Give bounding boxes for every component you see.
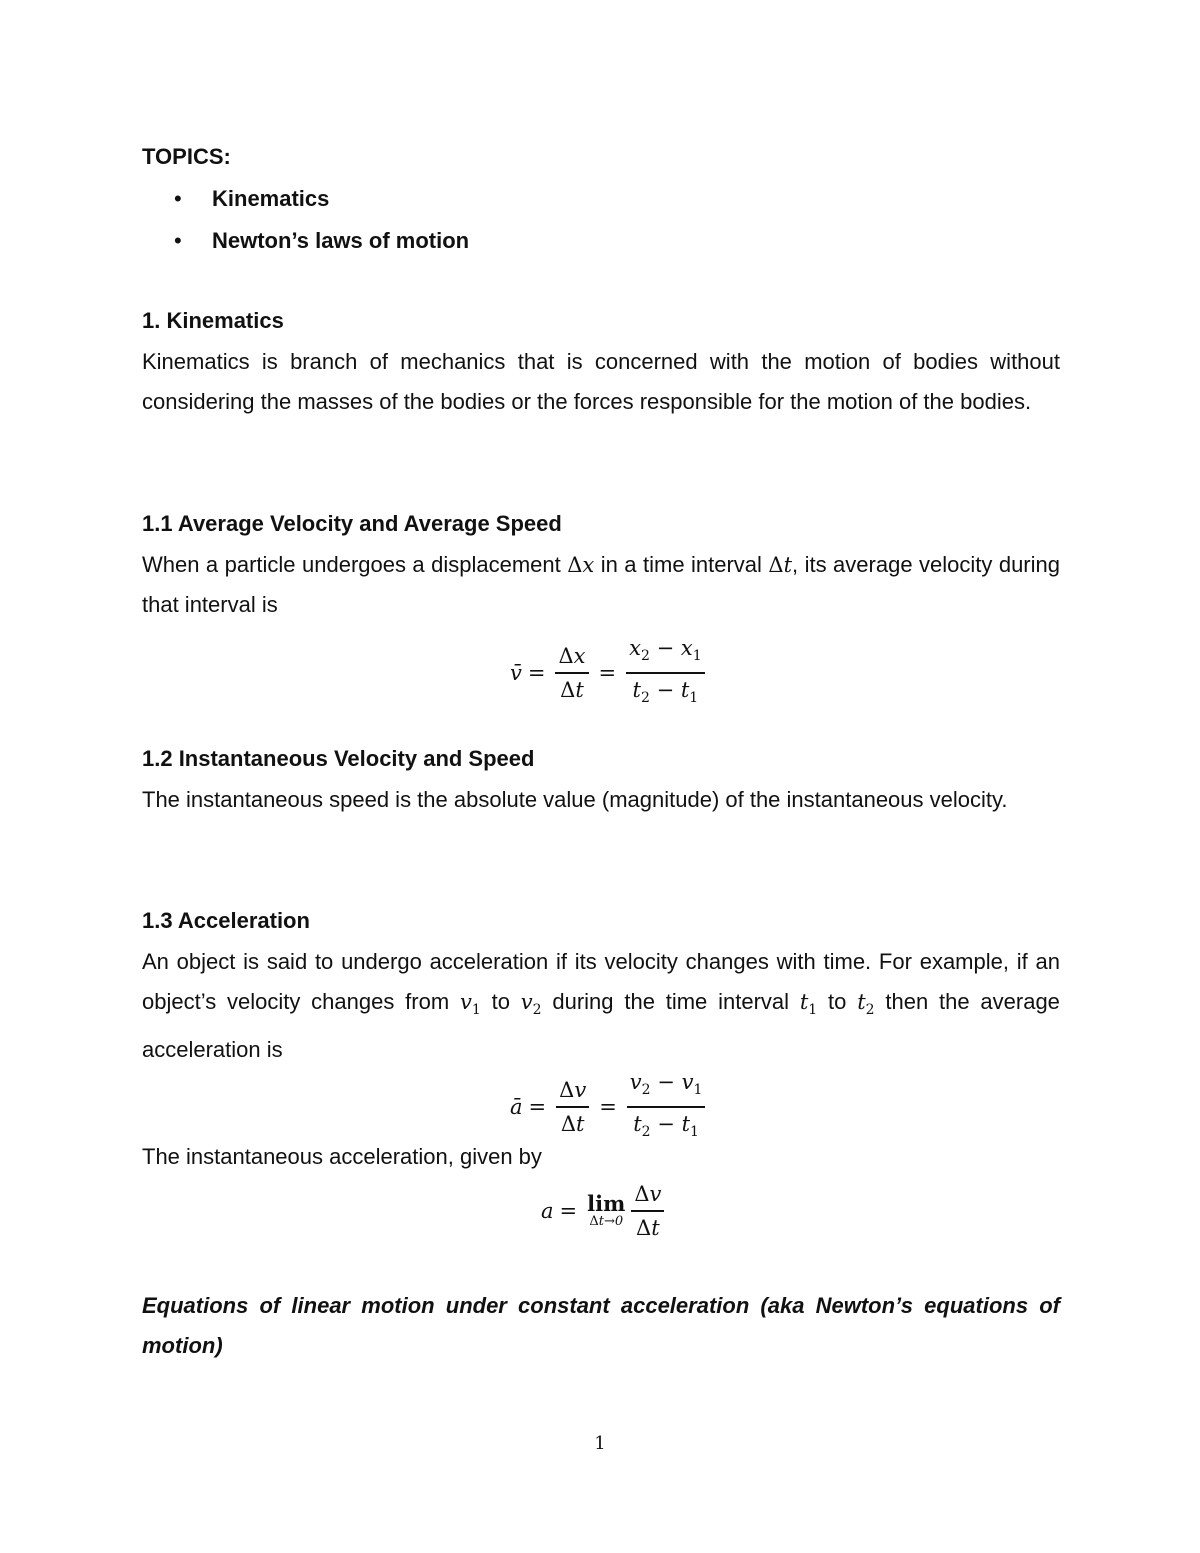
bullet-icon: •	[174, 228, 182, 253]
bullet-icon: •	[174, 186, 182, 211]
topics-section	[142, 142, 1060, 262]
fraction-dx-dt: $\frac{\Delta x}{\Delta t}$	[555, 644, 588, 702]
topics-heading: TOPICS:	[142, 144, 231, 169]
topic-label: Newton’s laws of motion	[212, 228, 470, 253]
word-to: to	[828, 989, 847, 1014]
math-v1: $v_1$	[459, 990, 481, 1018]
fraction-dv-dt-limit: $\frac{\Delta v}{\Delta t}$	[631, 1182, 664, 1240]
limit-operator: lim Δt→0	[587, 1191, 626, 1229]
equations-heading: Equations of linear motion under constant acceleration (aka Newton’s equations of motion)	[142, 1293, 1060, 1358]
acceleration-text-3: then the average acceleration is	[142, 989, 1060, 1062]
math-v2: $v_2$	[520, 990, 542, 1018]
avg-velocity-text-3: , its average velocity during that interval is	[142, 552, 1060, 617]
kinematics-heading: 1. Kinematics	[142, 308, 284, 333]
inst-velocity-paragraph	[142, 780, 1060, 820]
math-t1: $t_1$	[799, 990, 818, 1018]
topics-list	[142, 178, 1060, 262]
avg-velocity-heading: 1.1 Average Velocity and Average Speed	[142, 511, 562, 536]
inst-velocity-heading: 1.2 Instantaneous Velocity and Speed	[142, 746, 535, 771]
topic-label: Kinematics	[212, 186, 330, 211]
math-v-bar: v̄	[510, 661, 522, 685]
word-to: to	[491, 989, 510, 1014]
math-t2: $t_2$	[857, 990, 875, 1018]
inst-velocity-body: The instantaneous speed is the absolute value (magnitude) of the instantaneous velocity.	[142, 787, 1008, 812]
kinematics-paragraph	[142, 342, 1060, 422]
equation-instantaneous-acceleration: a = lim Δt→0 $\frac{\Delta v}{\Delta t}$	[541, 1182, 668, 1240]
kinematics-body: Kinematics is branch of mechanics that is concerned with the motion of bodies without considering the masses of the bodies or the forces responsible for the motion of the bodies.	[142, 349, 1060, 414]
fraction-dv-dt: $\frac{\Delta v}{\Delta t}$	[556, 1078, 589, 1136]
avg-velocity-text-1: When a particle undergoes a displacement	[142, 552, 561, 577]
math-delta-x: Δx	[567, 553, 595, 577]
acceleration-text-1: An object is said to undergo acceleration if its velocity changes with time. For example, if an object’s velocity changes from	[142, 949, 1060, 1014]
math-a: a	[541, 1199, 554, 1223]
acceleration-paragraph	[142, 942, 1060, 1070]
acceleration-text-2: during the time interval	[552, 989, 790, 1014]
fraction-v2-v1: $\frac{v_2 - v_1}{t_2 - t_1}$	[627, 1070, 706, 1144]
math-a-bar: ā	[510, 1095, 523, 1119]
avg-velocity-text-2: in a time interval	[600, 552, 762, 577]
fraction-x2-x1: $\frac{x_2 - x_1}{t_2 - t_1}$	[626, 636, 705, 710]
acceleration-heading: 1.3 Acceleration	[142, 908, 310, 933]
list-item	[142, 220, 1060, 262]
equation-average-velocity: v̄ = $\frac{\Delta x}{\Delta t}$ = $\frac{x_2 - x_1}{t_2 - t_1}$	[510, 636, 709, 710]
page-number: 1	[594, 1433, 606, 1454]
math-delta-t: Δt	[768, 553, 793, 577]
list-item	[142, 178, 1060, 220]
avg-velocity-paragraph	[142, 545, 1060, 625]
inst-acceleration-text: The instantaneous acceleration, given by	[142, 1144, 542, 1169]
equation-average-acceleration: ā = $\frac{\Delta v}{\Delta t}$ = $\frac{v_2 - v_1}{t_2 - t_1}$	[510, 1070, 709, 1144]
